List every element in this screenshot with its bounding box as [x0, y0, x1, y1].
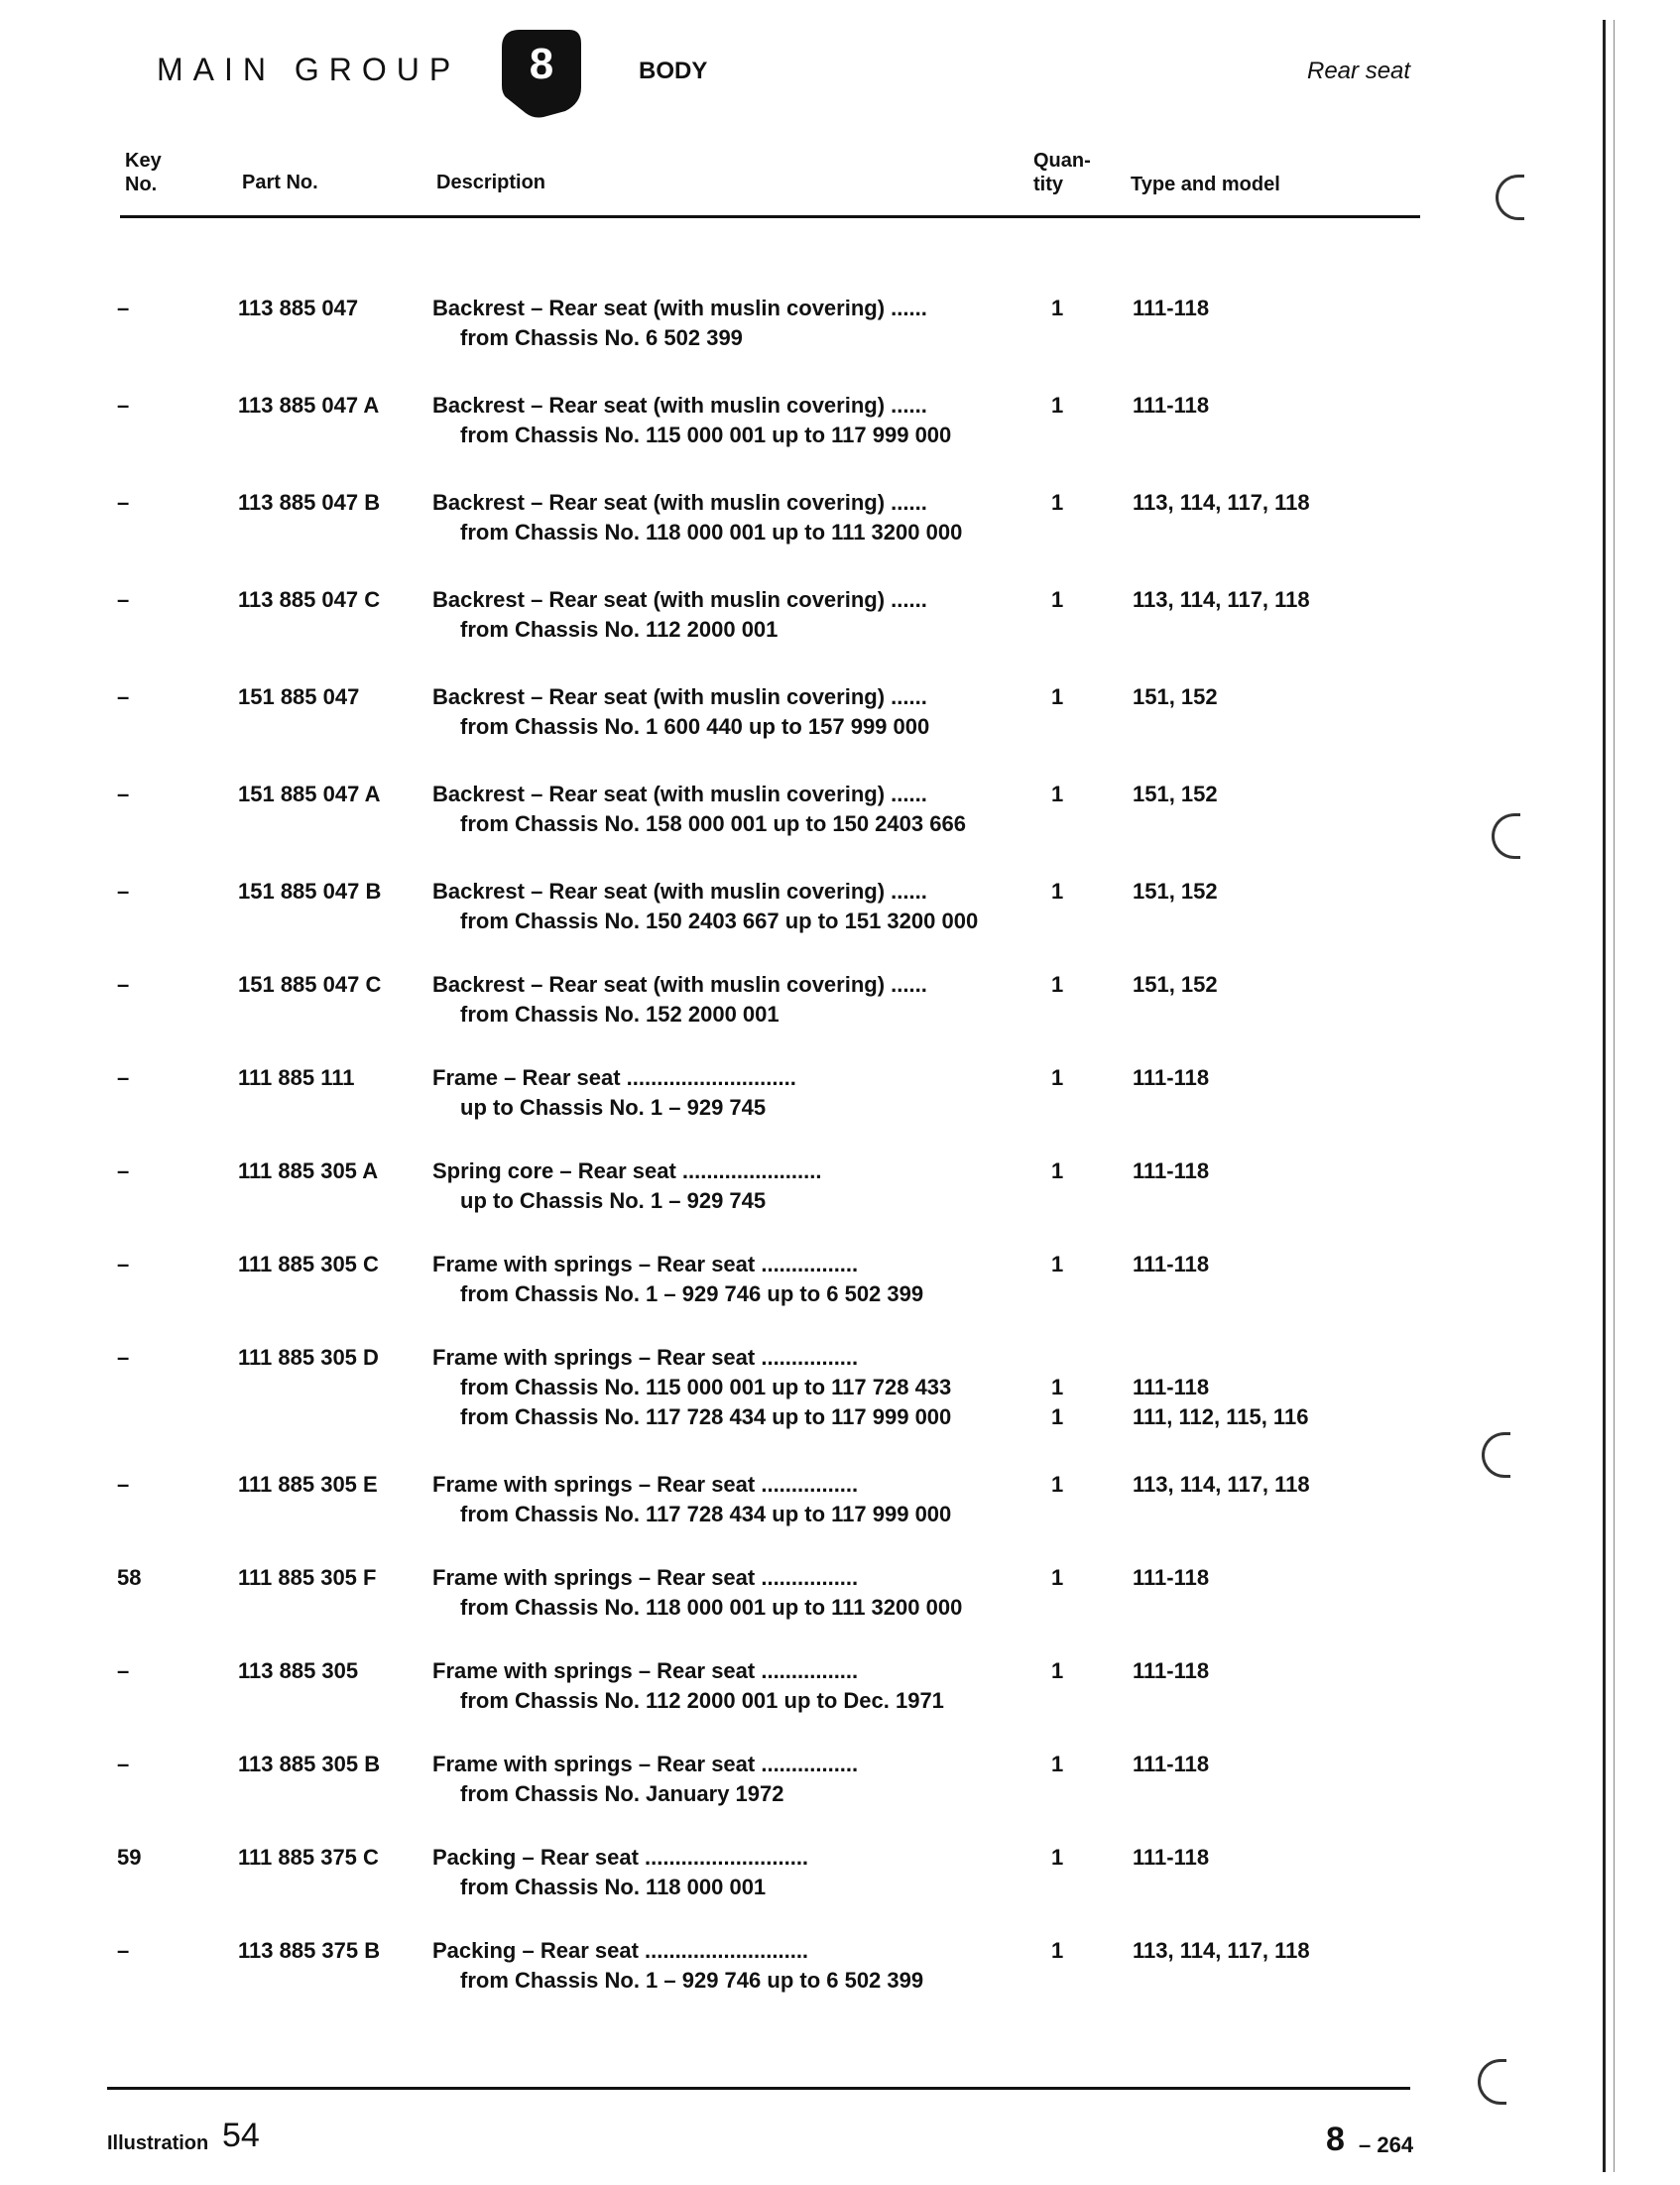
table-row [0, 587, 1680, 647]
key-no: – [117, 1065, 130, 1090]
footer-rule [107, 2087, 1410, 2090]
quantity: 1 [1051, 1565, 1064, 1590]
description: Backrest – Rear seat (with muslin covering) ...... [432, 393, 927, 418]
col-description: Description [436, 172, 546, 193]
description-detail: from Chassis No. 150 2403 667 up to 151 3200 000 [460, 909, 979, 933]
part-no: 113 885 375 B [238, 1938, 381, 1963]
col-key-no: Key No. [125, 150, 162, 195]
description-detail: from Chassis No. 1 – 929 746 up to 6 502 399 [460, 1968, 924, 1993]
part-no: 151 885 047 C [238, 972, 382, 997]
key-no: – [117, 587, 130, 612]
key-no: 58 [117, 1565, 142, 1590]
part-no: 151 885 047 A [238, 782, 381, 806]
description-detail: from Chassis No. 6 502 399 [460, 325, 743, 350]
type-model: 151, 152 [1133, 972, 1218, 997]
quantity: 1 [1051, 1658, 1064, 1683]
col-quantity: Quan- tity [1033, 150, 1091, 195]
type-model: 151, 152 [1133, 879, 1218, 904]
quantity: 1 [1051, 296, 1064, 320]
table-row [0, 972, 1680, 1032]
key-no: – [117, 1345, 130, 1370]
part-no: 111 885 305 E [238, 1472, 378, 1497]
key-no: – [117, 782, 130, 806]
part-no: 113 885 047 [238, 296, 359, 320]
page-number-main: 8 [1326, 2121, 1345, 2158]
part-no: 113 885 305 B [238, 1752, 381, 1776]
table-row [0, 490, 1680, 549]
table-row [0, 1752, 1680, 1811]
key-no: – [117, 879, 130, 904]
type-model: 111-118 [1133, 393, 1210, 418]
quantity: 1 [1051, 1845, 1064, 1870]
table-row [0, 782, 1680, 841]
description: Frame with springs – Rear seat ................ [432, 1472, 859, 1497]
page-number-sub: – 264 [1359, 2132, 1414, 2157]
description-detail: from Chassis No. January 1972 [460, 1781, 784, 1806]
description-detail: from Chassis No. 117 728 434 up to 117 999 000 [460, 1502, 952, 1526]
table-row [0, 1472, 1680, 1531]
description-detail: from Chassis No. 1 – 929 746 up to 6 502 399 [460, 1281, 924, 1306]
type-model: 111-118 [1133, 1658, 1210, 1683]
part-no: 113 885 305 [238, 1658, 359, 1683]
description-detail: from Chassis No. 1 600 440 up to 157 999 000 [460, 714, 930, 739]
quantity: 1 [1051, 1938, 1064, 1963]
type-model: 113, 114, 117, 118 [1133, 587, 1310, 612]
part-no: 111 885 305 A [238, 1158, 379, 1183]
main-group-title: MAIN GROUP [157, 52, 461, 87]
description-detail: from Chassis No. 152 2000 001 [460, 1002, 780, 1027]
quantity: 1 [1051, 587, 1064, 612]
type-model: 111-118 [1133, 296, 1210, 320]
description: Frame with springs – Rear seat ................ [432, 1565, 859, 1590]
type-model: 111-118 [1133, 1252, 1210, 1276]
key-no: – [117, 1938, 130, 1963]
description-detail: from Chassis No. 115 000 001 up to 117 728 433 [460, 1375, 952, 1399]
description-detail: from Chassis No. 117 728 434 up to 117 999 000 [460, 1404, 952, 1429]
punch-hole-icon [1478, 2059, 1506, 2105]
type-model: 111-118 [1133, 1065, 1210, 1090]
description: Frame with springs – Rear seat ................ [432, 1752, 859, 1776]
description: Backrest – Rear seat (with muslin covering) ...... [432, 972, 927, 997]
description: Backrest – Rear seat (with muslin covering) ...... [432, 587, 927, 612]
quantity: 1 [1051, 1065, 1064, 1090]
description: Backrest – Rear seat (with muslin covering) ...... [432, 879, 927, 904]
illustration-number: 54 [222, 2117, 260, 2154]
description-detail: from Chassis No. 118 000 001 up to 111 3200 000 [460, 1595, 963, 1620]
col-type-model: Type and model [1131, 174, 1280, 195]
description-detail: from Chassis No. 118 000 001 up to 111 3200 000 [460, 520, 963, 545]
col-part-no: Part No. [242, 172, 318, 193]
key-no: – [117, 972, 130, 997]
description-detail: from Chassis No. 112 2000 001 up to Dec. 1971 [460, 1688, 944, 1713]
type-model: 111-118 [1133, 1375, 1210, 1399]
type-model: 113, 114, 117, 118 [1133, 1938, 1310, 1963]
description-detail: from Chassis No. 112 2000 001 [460, 617, 779, 642]
quantity: 1 [1051, 1252, 1064, 1276]
part-no: 113 885 047 C [238, 587, 381, 612]
table-row [0, 1658, 1680, 1718]
section-title: BODY [639, 58, 708, 84]
key-no: – [117, 1158, 130, 1183]
part-no: 151 885 047 [238, 684, 360, 709]
description-detail: up to Chassis No. 1 – 929 745 [460, 1188, 767, 1213]
description: Spring core – Rear seat ....................... [432, 1158, 822, 1183]
part-no: 111 885 111 [238, 1065, 355, 1090]
description: Packing – Rear seat ........................... [432, 1845, 809, 1870]
key-no: – [117, 393, 130, 418]
quantity: 1 [1051, 972, 1064, 997]
part-no: 113 885 047 B [238, 490, 381, 515]
table-row [0, 1345, 1680, 1434]
description-detail: up to Chassis No. 1 – 929 745 [460, 1095, 767, 1120]
quantity: 1 [1051, 684, 1064, 709]
part-no: 111 885 305 F [238, 1565, 377, 1590]
table-row [0, 684, 1680, 744]
description: Frame – Rear seat ............................ [432, 1065, 796, 1090]
type-model: 111-118 [1133, 1158, 1210, 1183]
key-no: – [117, 490, 130, 515]
quantity: 1 [1051, 879, 1064, 904]
subsection-title: Rear seat [1307, 58, 1411, 84]
key-no: 59 [117, 1845, 142, 1870]
table-row [0, 1158, 1680, 1218]
type-model: 111-118 [1133, 1845, 1210, 1870]
quantity: 1 [1051, 1375, 1064, 1399]
part-no: 151 885 047 B [238, 879, 382, 904]
binding-edge [1603, 20, 1615, 2172]
description: Frame with springs – Rear seat ................ [432, 1252, 859, 1276]
description-detail: from Chassis No. 115 000 001 up to 117 999 000 [460, 423, 952, 447]
type-model: 111-118 [1133, 1752, 1210, 1776]
punch-hole-icon [1496, 175, 1524, 220]
part-no: 111 885 375 C [238, 1845, 379, 1870]
quantity: 1 [1051, 1404, 1064, 1429]
description: Frame with springs – Rear seat ................ [432, 1345, 859, 1370]
quantity: 1 [1051, 782, 1064, 806]
description: Backrest – Rear seat (with muslin covering) ...... [432, 782, 927, 806]
description: Backrest – Rear seat (with muslin covering) ...... [432, 296, 927, 320]
table-row [0, 1565, 1680, 1625]
key-no: – [117, 1752, 130, 1776]
quantity: 1 [1051, 1472, 1064, 1497]
part-no: 113 885 047 A [238, 393, 380, 418]
group-number: 8 [529, 40, 554, 88]
quantity: 1 [1051, 393, 1064, 418]
description: Packing – Rear seat ........................... [432, 1938, 809, 1963]
quantity: 1 [1051, 490, 1064, 515]
key-no: – [117, 684, 130, 709]
part-no: 111 885 305 C [238, 1252, 379, 1276]
table-row [0, 879, 1680, 938]
description: Backrest – Rear seat (with muslin covering) ...... [432, 684, 927, 709]
description-detail: from Chassis No. 158 000 001 up to 150 2403 666 [460, 811, 966, 836]
quantity: 1 [1051, 1752, 1064, 1776]
table-row [0, 1845, 1680, 1904]
type-model: 111-118 [1133, 1565, 1210, 1590]
header-rule [120, 215, 1420, 218]
type-model: 113, 114, 117, 118 [1133, 1472, 1310, 1497]
type-model: 151, 152 [1133, 684, 1218, 709]
description: Backrest – Rear seat (with muslin covering) ...... [432, 490, 927, 515]
type-model: 113, 114, 117, 118 [1133, 490, 1310, 515]
table-row [0, 1065, 1680, 1125]
table-row [0, 393, 1680, 452]
type-model: 151, 152 [1133, 782, 1218, 806]
part-no: 111 885 305 D [238, 1345, 379, 1370]
table-row [0, 296, 1680, 355]
key-no: – [117, 1472, 130, 1497]
illustration-label: Illustration [107, 2132, 209, 2154]
table-row [0, 1938, 1680, 1998]
table-row [0, 1252, 1680, 1311]
description-detail: from Chassis No. 118 000 001 [460, 1875, 767, 1899]
description: Frame with springs – Rear seat ................ [432, 1658, 859, 1683]
type-model: 111, 112, 115, 116 [1133, 1404, 1309, 1429]
key-no: – [117, 296, 130, 320]
key-no: – [117, 1252, 130, 1276]
quantity: 1 [1051, 1158, 1064, 1183]
key-no: – [117, 1658, 130, 1683]
